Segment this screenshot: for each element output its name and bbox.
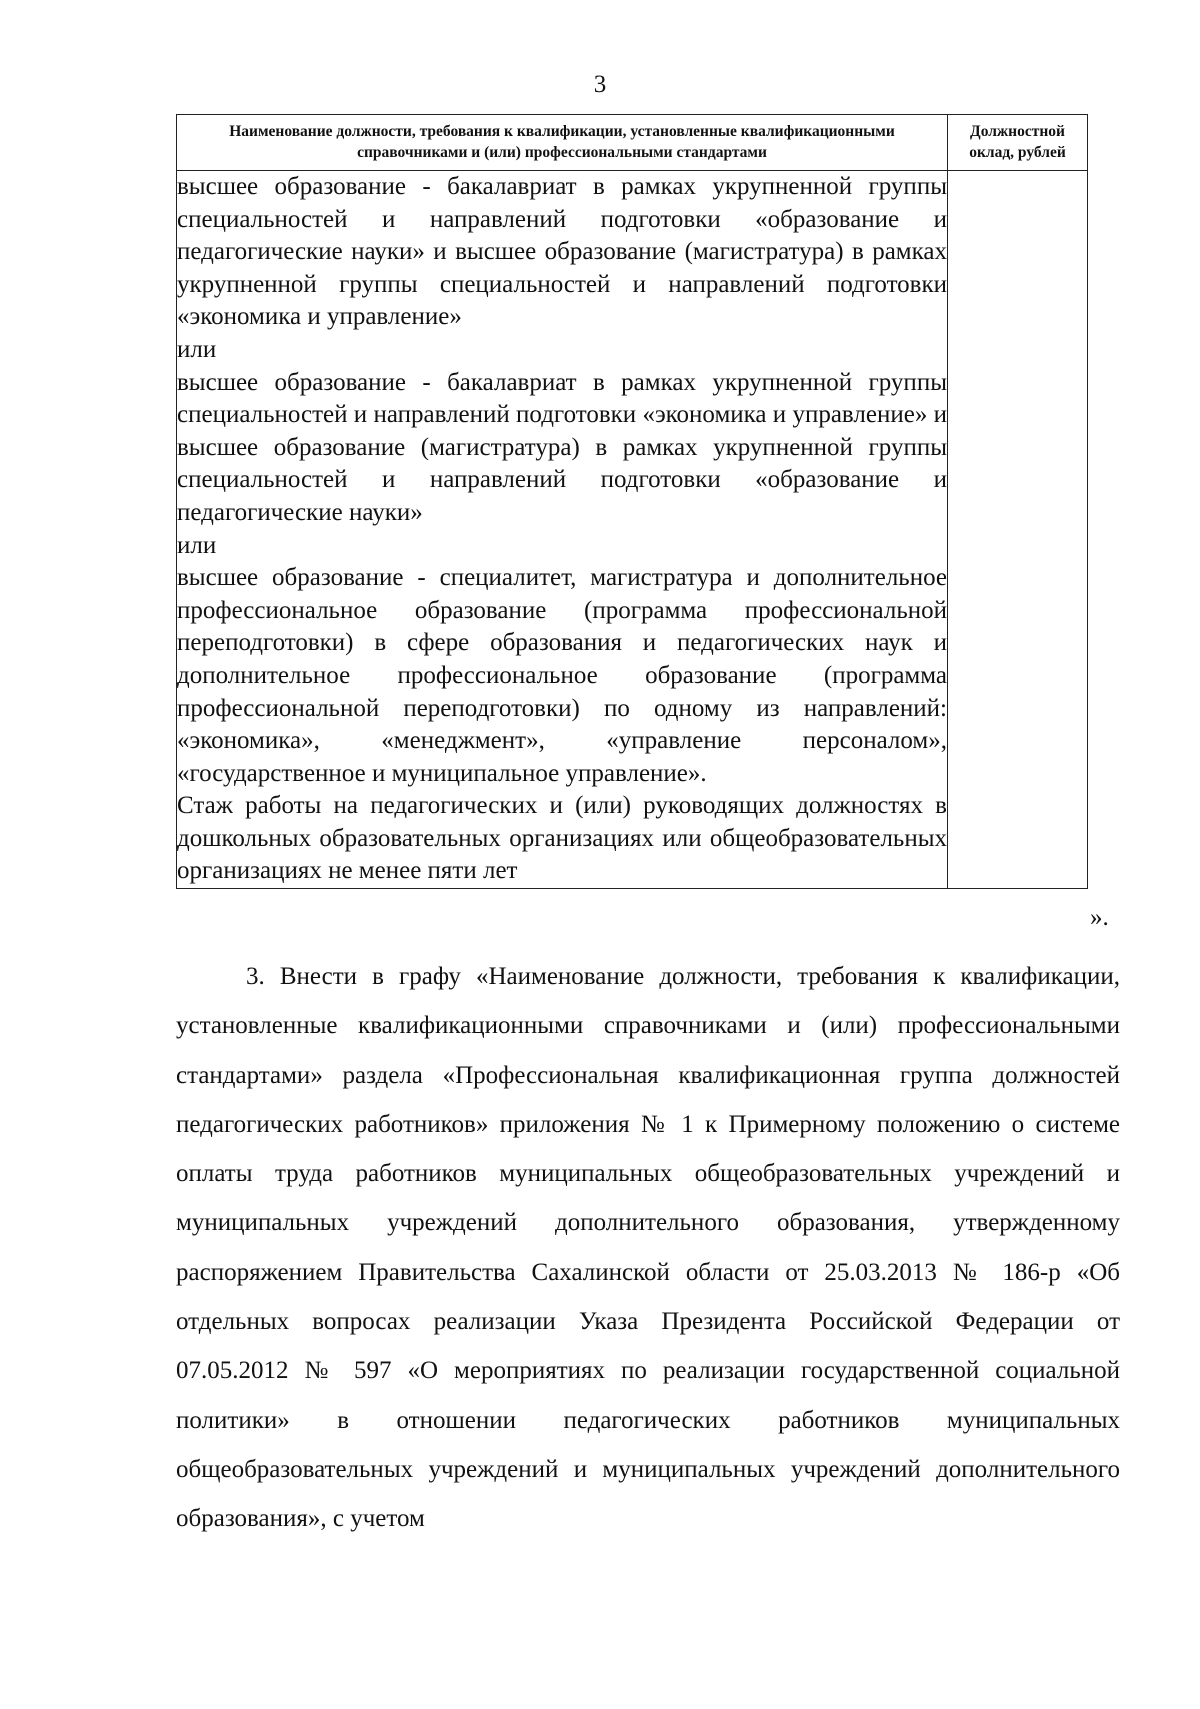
table-header-row xyxy=(177,115,1088,171)
requirements-cell xyxy=(177,171,948,889)
requirement-or-2: или xyxy=(177,531,217,559)
page-number: 3 xyxy=(593,71,607,98)
salary-cell xyxy=(948,171,1088,889)
requirement-option-3: высшее образование - специалитет, магистратура и дополнительное профессиональное образование (программа профессиональной переподготовки) в сфере образования и педагогических наук и дополнительное профессиональное образование (программа профессиональной переподготовки) по одному из направлений: «экономика», «менеджмент», «управление персоналом», «государственное и муниципальное управление». xyxy=(177,564,947,787)
header-salary: Должностной оклад, рублей xyxy=(948,115,1088,171)
closing-quote-mark: ». xyxy=(1090,904,1109,931)
requirement-option-1: высшее образование - бакалавриат в рамках укрупненной группы специальностей и направлений подготовки «образование и педагогические науки» и высшее образование (магистратура) в рамках укрупненной группы специальностей и направлений подготовки «экономика и управление» xyxy=(177,173,947,331)
qualification-table xyxy=(176,114,1088,889)
header-position-requirements: Наименование должности, требования к квалификации, установленные квалификационными справочниками и (или) профессиональными стандартами xyxy=(177,115,948,171)
requirement-or-1: или xyxy=(177,335,217,363)
requirement-option-2: высшее образование - бакалавриат в рамках укрупненной группы специальностей и направлений подготовки «экономика и управление» и высшее образование (магистратура) в рамках укрупненной группы специальностей и направлений подготовки «образование и педагогические науки» xyxy=(177,368,947,526)
requirement-experience: Стаж работы на педагогических и (или) руководящих должностях в дошкольных образовательных организациях или общеобразовательных организациях не менее пяти лет xyxy=(177,792,947,885)
table-row xyxy=(177,171,1088,889)
body-paragraph: 3. Внести в графу «Наименование должности, требования к квалификации, установленные квалификационными справочниками и (или) профессиональными стандартами» раздела «Профессиональная квалификационная группа должностей педагогических работников» приложения № 1 к Примерному положению о системе оплаты труда работников муниципальных общеобразовательных учреждений и муниципальных учреждений дополнительного образования, утвержденному распоряжением Правительства Сахалинской области от 25.03.2013 № 186-р «Об отдельных вопросах реализации Указа Президента Российской Федерации от 07.05.2012 № 597 «О мероприятиях по реализации государственной социальной политики» в отношении педагогических работников муниципальных общеобразовательных учреждений и муниципальных учреждений дополнительного образования», с учетом xyxy=(176,963,1120,1533)
